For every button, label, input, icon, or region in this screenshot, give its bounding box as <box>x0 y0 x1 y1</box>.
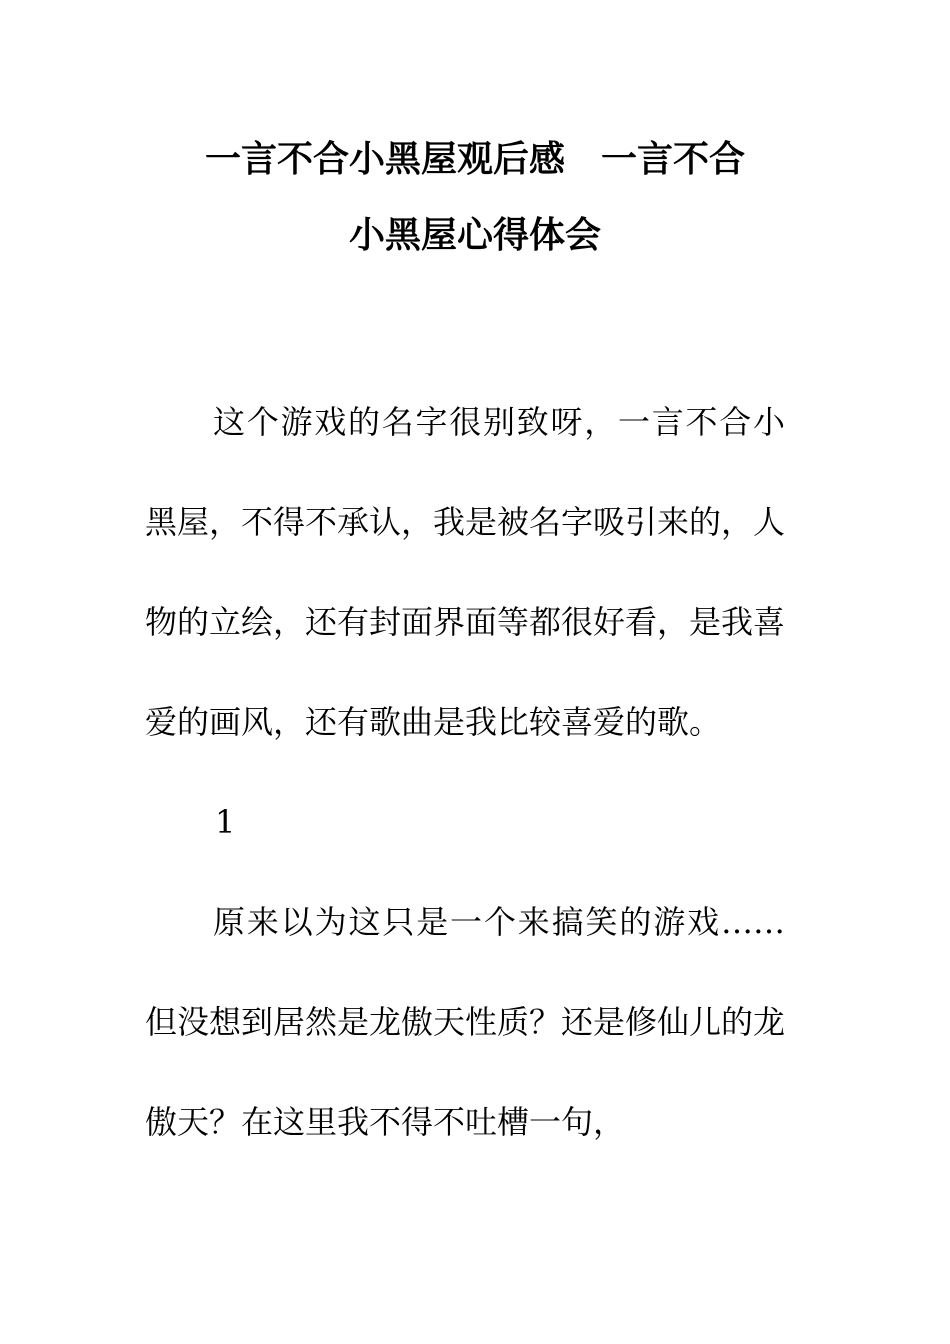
document-title <box>140 122 810 274</box>
document-body <box>145 372 785 1172</box>
section-number: 1 <box>215 803 236 841</box>
paragraph-2: 原来以为这只是一个来搞笑的游戏……但没想到居然是龙傲天性质？还是修仙儿的龙傲天？在这里我不得不吐槽一句， <box>145 903 786 1141</box>
title-line-1: 一言不合小黑屋观后感 一言不合 <box>204 139 745 180</box>
paragraph-1: 这个游戏的名字很别致呀，一言不合小黑屋，不得不承认，我是被名字吸引来的，人物的立绘，还有封面界面等都很好看，是我喜爱的画风，还有歌曲是我比较喜爱的歌。 <box>145 403 786 741</box>
title-line-2: 小黑屋心得体会 <box>348 215 601 256</box>
